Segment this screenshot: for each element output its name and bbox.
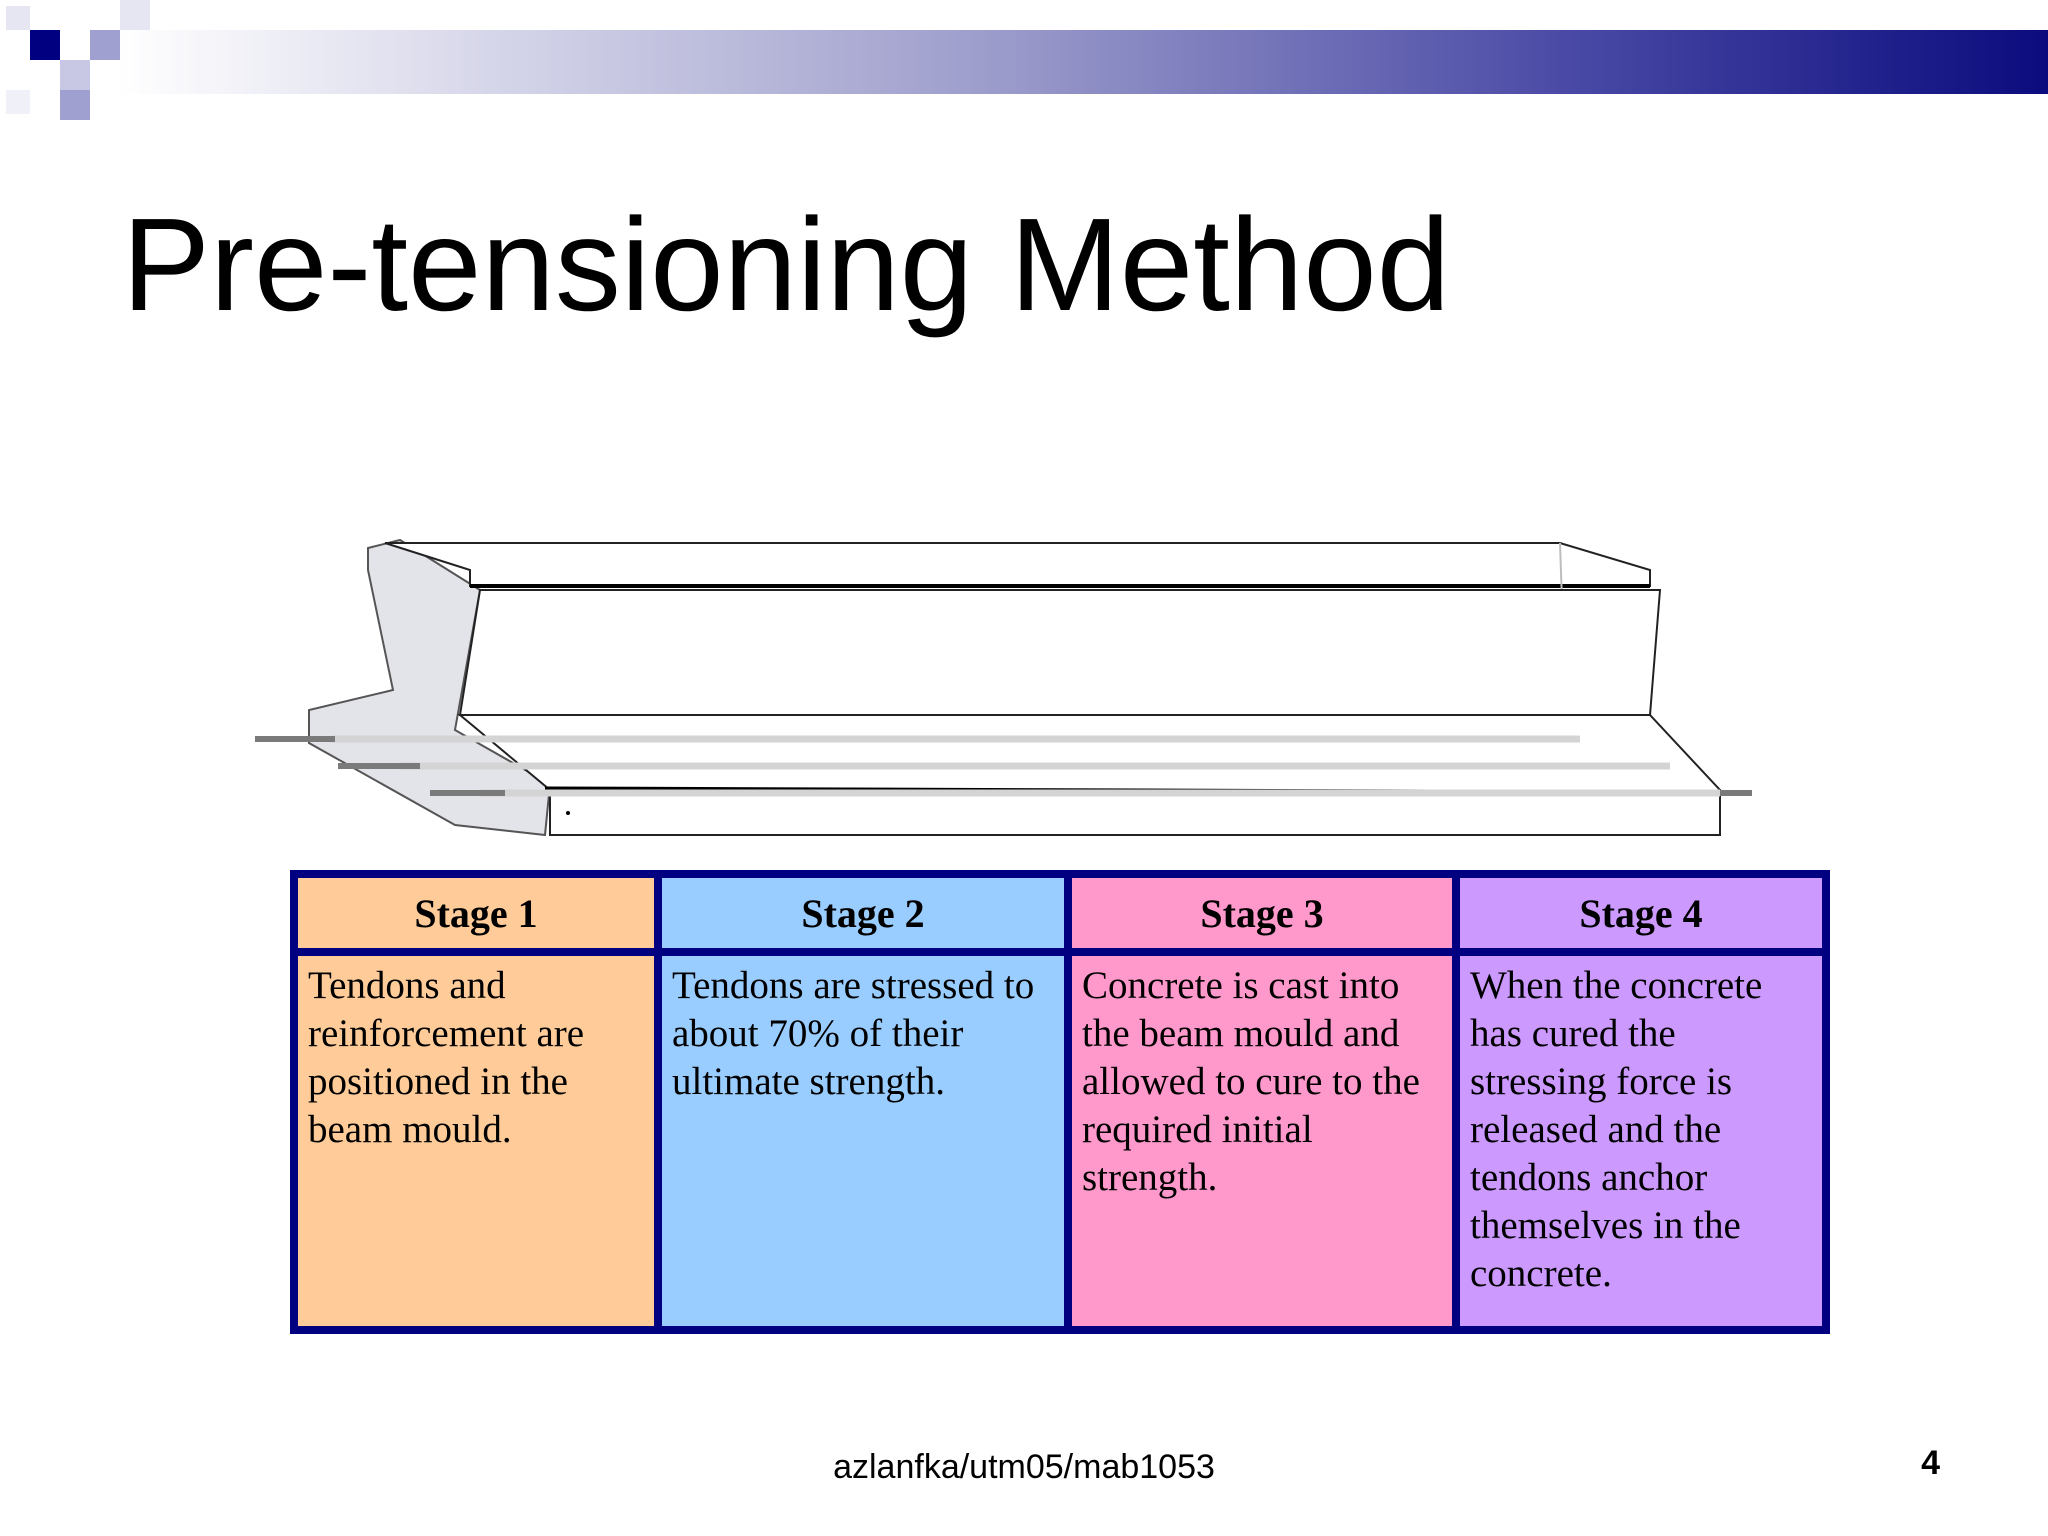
decor-square-faint <box>120 0 150 30</box>
stage-4-header: Stage 4 <box>1456 874 1826 952</box>
stages-header-row <box>294 874 1826 952</box>
beam-web <box>460 590 1660 715</box>
stages-body-row <box>294 952 1826 1330</box>
beam-mould-illustration <box>250 530 1770 850</box>
decor-square-light <box>60 90 90 120</box>
page-number: 4 <box>1921 1444 1940 1482</box>
stages-table <box>290 870 1830 1334</box>
decor-square-light <box>60 60 90 90</box>
decor-square-faint <box>6 6 30 30</box>
header-gradient-bar <box>118 30 2048 94</box>
beam-top-flange <box>385 543 1650 586</box>
stage-3-description: Concrete is cast into the beam mould and allowed to cure to the required initial strength. <box>1068 952 1456 1330</box>
stage-2-header: Stage 2 <box>658 874 1068 952</box>
slide-footer: azlanfka/utm05/mab1053 <box>833 1448 1215 1486</box>
decor-square-dark <box>30 30 60 60</box>
stage-1-header: Stage 1 <box>294 874 658 952</box>
stage-1-description: Tendons and reinforcement are positioned in the beam mould. <box>294 952 658 1330</box>
beam-bottom-flange <box>460 715 1720 835</box>
decor-square-light <box>90 30 120 60</box>
stage-3-header: Stage 3 <box>1068 874 1456 952</box>
slide-title: Pre-tensioning Method <box>122 191 1451 338</box>
stage-4-description: When the concrete has cured the stressing force is released and the tendons anchor themselves in the concrete. <box>1456 952 1826 1330</box>
decor-square-faint <box>6 90 30 114</box>
stage-2-description: Tendons are stressed to about 70% of their ultimate strength. <box>658 952 1068 1330</box>
